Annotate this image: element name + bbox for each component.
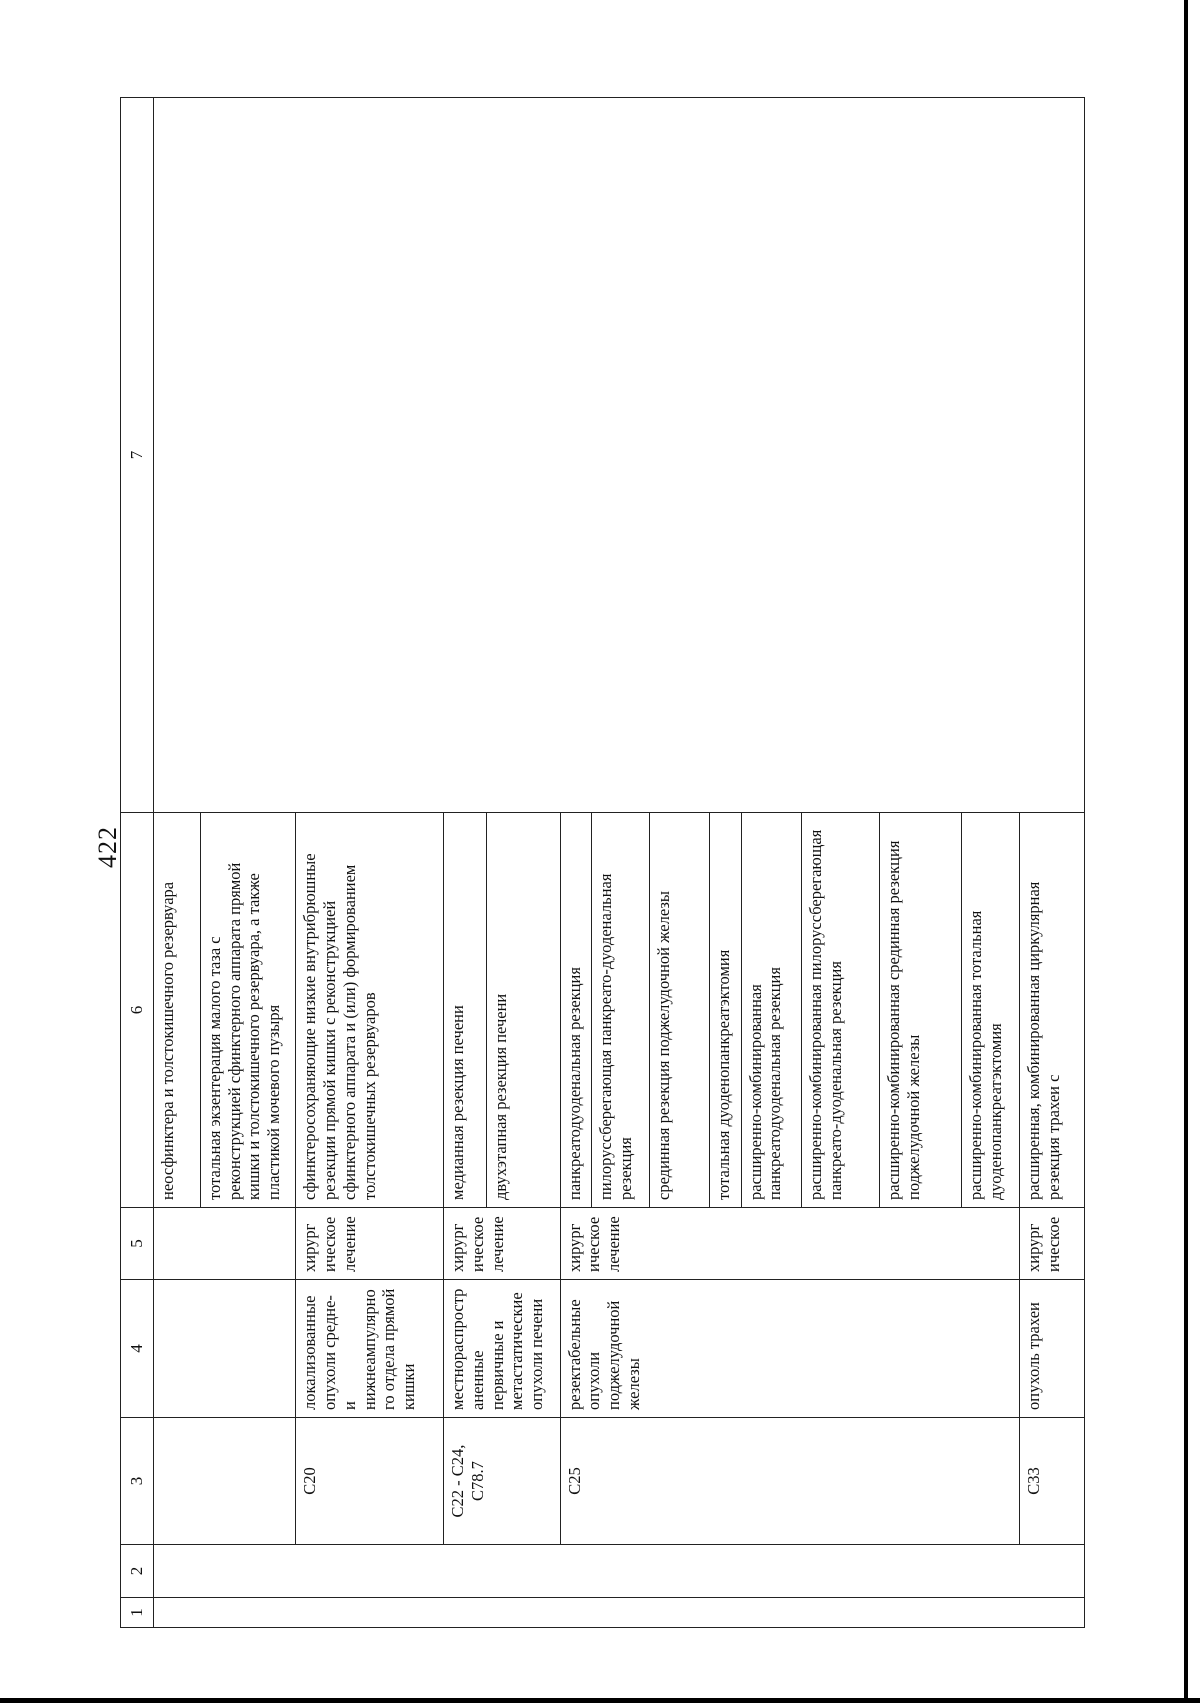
method-cell: расширенно-комбинированная срединная резекция поджелудочной железы bbox=[879, 813, 961, 1208]
col-header-5: 5 bbox=[121, 1208, 154, 1280]
col-header-1: 1 bbox=[121, 1598, 154, 1628]
treatment-cell bbox=[154, 1208, 296, 1280]
method-cell: расширенно-комбинированная пилоруссберегающая панкреато-дуоденальная резекция bbox=[802, 813, 880, 1208]
method-cell: расширенная, комбинированная циркулярная резекция трахеи с bbox=[1020, 813, 1085, 1208]
code-cell: C25 bbox=[560, 1418, 1019, 1545]
col-header-3: 3 bbox=[121, 1418, 154, 1545]
col-header-4: 4 bbox=[121, 1280, 154, 1418]
page-edge-bottom bbox=[0, 1698, 1200, 1703]
method-cell: тотальная дуоденопанкреатэктомия bbox=[710, 813, 741, 1208]
code-cell: C33 bbox=[1020, 1418, 1085, 1545]
diagnosis-cell: местнораспространенные первичные и метастатические опухоли печени bbox=[444, 1280, 561, 1418]
treatment-cell: хирургическое bbox=[1020, 1208, 1085, 1280]
code-cell bbox=[154, 1418, 296, 1545]
col-header-2: 2 bbox=[121, 1545, 154, 1598]
diagnosis-cell: локализованные опухоли средне- и нижнеампулярного отдела прямой кишки bbox=[296, 1280, 444, 1418]
diagnosis-cell: опухоль трахеи bbox=[1020, 1280, 1085, 1418]
method-cell: сфинктеросохраняющие низкие внутрибрюшные резекции прямой кишки с реконструкцией сфинктерного аппарата и (или) формированием толстокишечных резервуаров bbox=[296, 813, 444, 1208]
method-cell: неосфинктера и толстокишечного резервуара bbox=[154, 813, 200, 1208]
code-cell: C22 - C24, C78.7 bbox=[444, 1418, 561, 1545]
treatment-cell: хирургическое лечение bbox=[560, 1208, 1019, 1280]
method-cell: двухэтапная резекция печени bbox=[486, 813, 560, 1208]
page-edge-right bbox=[1184, 0, 1188, 1703]
diagnosis-cell: резектабельные опухоли поджелудочной железы bbox=[560, 1280, 1019, 1418]
col-1-cell bbox=[154, 1598, 1085, 1628]
method-cell: тотальная экзентерация малого таза с реконструкцией сфинктерного аппарата прямой кишки и толстокишечного резервуара, а также пластикой мочевого пузыря bbox=[200, 813, 295, 1208]
col-2-cell bbox=[154, 1545, 1085, 1598]
method-cell: расширенно-комбинированная панкреатодуоденальная резекция bbox=[741, 813, 801, 1208]
method-cell: расширенно-комбинированная тотальная дуоденопанкреатэктомия bbox=[961, 813, 1019, 1208]
medical-procedures-table bbox=[120, 97, 1085, 1628]
method-cell: пилоруссберегающая панкреато-дуоденальная резекция bbox=[591, 813, 649, 1208]
table-row bbox=[154, 98, 200, 1628]
page-number: 422 bbox=[93, 826, 122, 868]
col-header-6: 6 bbox=[121, 813, 154, 1208]
method-cell: срединная резекция поджелудочной железы bbox=[650, 813, 710, 1208]
col-header-7: 7 bbox=[121, 98, 154, 813]
column-number-row bbox=[121, 98, 154, 1628]
code-cell: C20 bbox=[296, 1418, 444, 1545]
treatment-cell: хирургическое лечение bbox=[296, 1208, 444, 1280]
diagnosis-cell bbox=[154, 1280, 296, 1418]
rotated-table-container bbox=[120, 98, 1085, 1628]
col-7-cell bbox=[154, 98, 1085, 813]
method-cell: панкреатодуоденальная резекция bbox=[560, 813, 591, 1208]
method-cell: медианная резекция печени bbox=[444, 813, 487, 1208]
treatment-cell: хирургическое лечение bbox=[444, 1208, 561, 1280]
